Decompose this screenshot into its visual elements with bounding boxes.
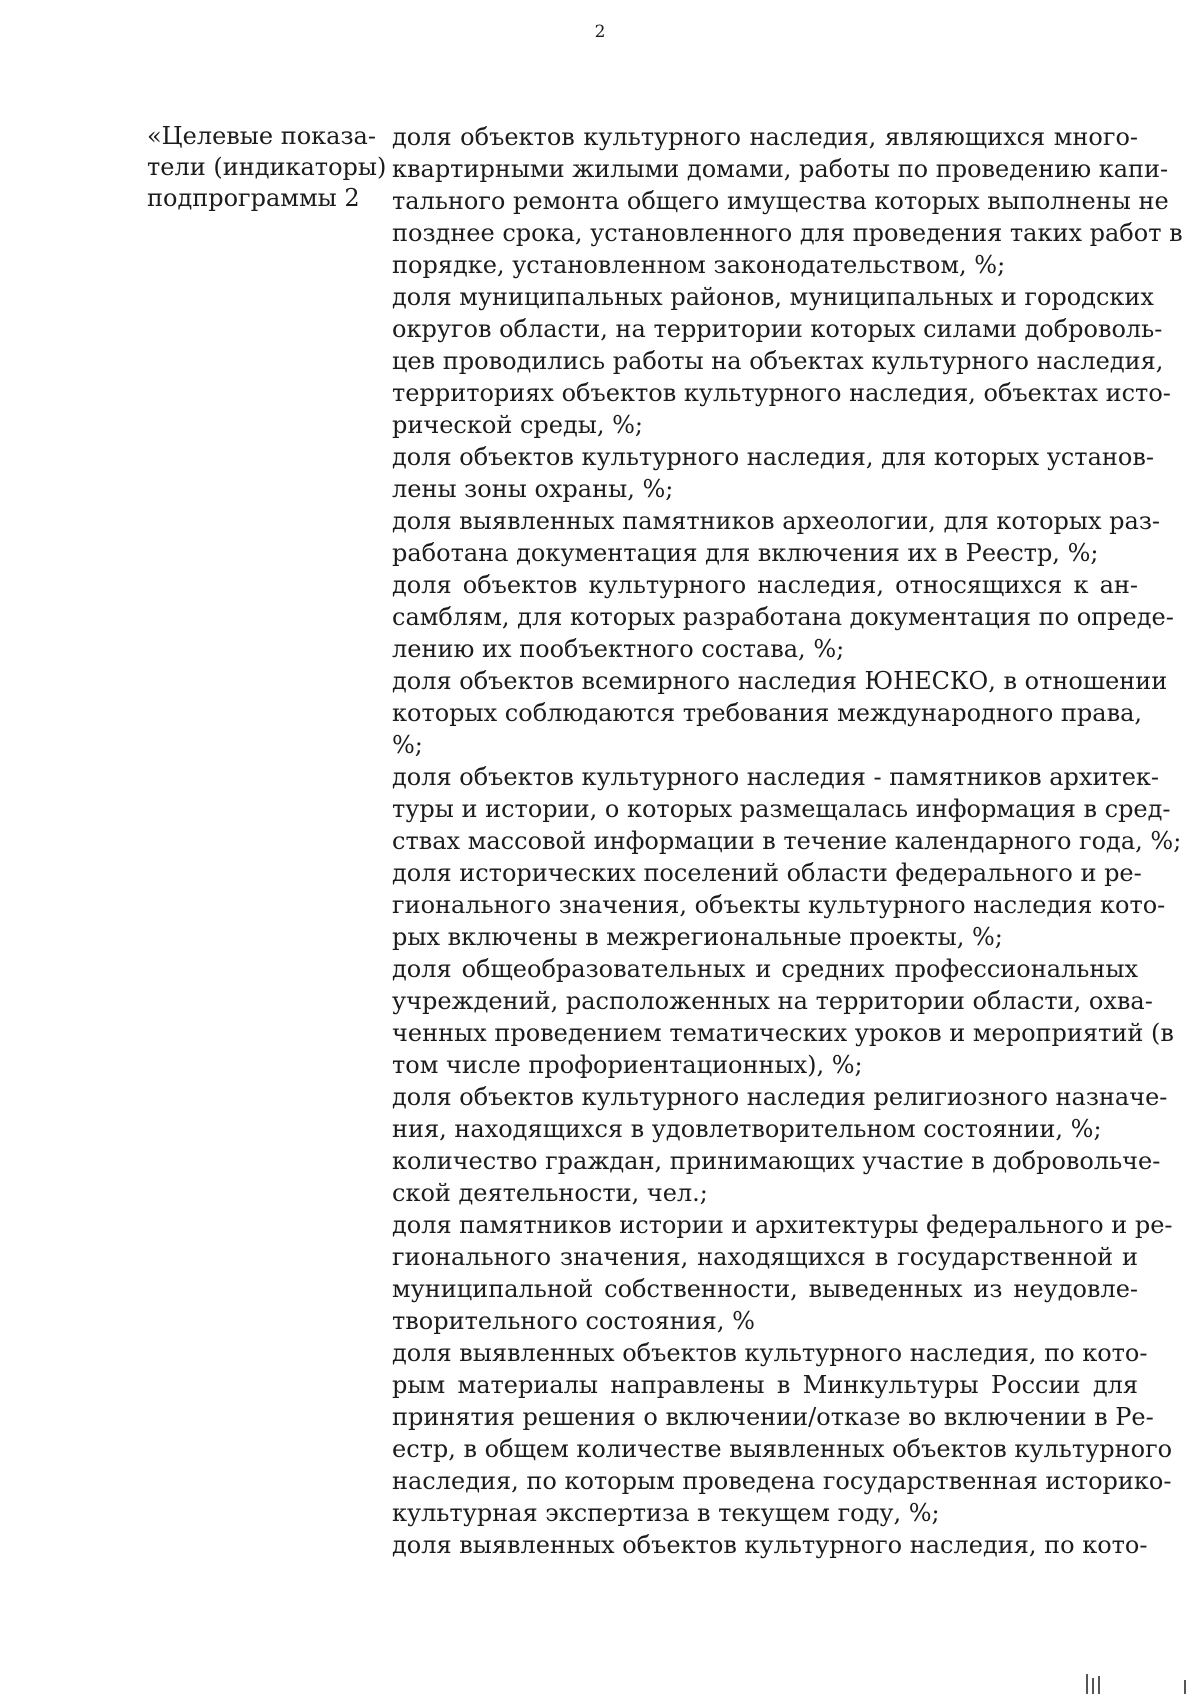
text-line: доля памятников истории и архитектуры федерального и ре-: [392, 1211, 1173, 1239]
text-line: доля объектов всемирного наследия ЮНЕСКО, в отношении: [392, 667, 1168, 695]
text-line: работана документация для включения их в Реестр, %;: [392, 539, 1099, 567]
text-line: наследия, по которым проведена государственная историко-: [392, 1467, 1172, 1495]
text-line: доля выявленных памятников археологии, для которых раз-: [392, 507, 1161, 535]
indicator-item: [392, 1081, 1168, 1145]
text-line: ченных проведением тематических уроков и мероприятий (в: [392, 1019, 1174, 1047]
text-line: том числе профориентационных), %;: [392, 1051, 863, 1079]
indicator-item: [392, 665, 1168, 761]
text-line: территориях объектов культурного наследия, объектах исто-: [392, 379, 1171, 407]
text-line: доля муниципальных районов, муниципальных и городских: [392, 283, 1154, 311]
page-number: 2: [594, 22, 606, 42]
indicator-item: [392, 761, 1182, 857]
text-line: количество граждан, принимающих участие в добровольче-: [392, 1147, 1161, 1175]
indicator-item: [392, 441, 1154, 505]
text-line: рической среды, %;: [392, 411, 643, 439]
text-line: ствах массовой информации в течение календарного года, %;: [392, 827, 1182, 855]
text-line: ния, находящихся в удовлетворительном состоянии, %;: [392, 1115, 1102, 1143]
label-line: подпрограммы 2: [147, 184, 360, 212]
text-line: муниципальной собственности, выведенных из неудовле-: [392, 1275, 1138, 1303]
text-line: лению их пообъектного состава, %;: [392, 635, 845, 663]
indicator-item: [392, 857, 1166, 953]
text-line: туры и истории, о которых размещалась информация в сред-: [392, 795, 1171, 823]
text-line: тального ремонта общего имущества которых выполнены не: [392, 187, 1169, 215]
indicator-item: [392, 281, 1171, 441]
text-line: доля выявленных объектов культурного наследия, по кото-: [392, 1339, 1148, 1367]
text-line: цев проводились работы на объектах культурного наследия,: [392, 347, 1164, 375]
scan-mark: [1184, 1680, 1186, 1694]
text-line: доля объектов культурного наследия, для которых установ-: [392, 443, 1154, 471]
text-line: учреждений, расположенных на территории области, охва-: [392, 987, 1153, 1015]
text-line: принятия решения о включении/отказе во включении в Ре-: [392, 1403, 1154, 1431]
text-line: доля объектов культурного наследия - памятников архитек-: [392, 763, 1160, 791]
label-line: «Целевые показа-: [147, 122, 376, 150]
text-line: рым материалы направлены в Минкультуры России для: [392, 1371, 1138, 1399]
indicator-item: [392, 505, 1161, 569]
text-line: лены зоны охраны, %;: [392, 475, 674, 503]
text-line: позднее срока, установленного для проведения таких работ в: [392, 219, 1183, 247]
label-line: тели (индикаторы): [147, 153, 387, 181]
indicator-item: [392, 1145, 1161, 1209]
text-line: которых соблюдаются требования международного права,: [392, 699, 1143, 727]
text-line: доля общеобразовательных и средних профессиональных: [392, 955, 1138, 983]
text-line: культурная экспертиза в текущем году, %;: [392, 1499, 940, 1527]
text-line: %;: [392, 731, 423, 759]
text-line: доля исторических поселений области федерального и ре-: [392, 859, 1142, 887]
indicator-item: [392, 121, 1183, 281]
indicator-item: [392, 1337, 1173, 1529]
scan-mark: [1092, 1678, 1094, 1694]
text-line: гионального значения, объекты культурного наследия кото-: [392, 891, 1166, 919]
text-line: естр, в общем количестве выявленных объектов культурного: [392, 1435, 1173, 1463]
text-line: порядке, установленном законодательством, %;: [392, 251, 1006, 279]
scan-mark: [1098, 1676, 1100, 1694]
text-line: округов области, на территории которых силами доброволь-: [392, 315, 1163, 343]
text-line: самблям, для которых разработана документация по опреде-: [392, 603, 1174, 631]
text-line: творительного состояния, %: [392, 1307, 755, 1335]
indicator-item: [392, 1209, 1173, 1337]
text-line: доля объектов культурного наследия, являющихся много-: [392, 123, 1138, 151]
text-line: доля объектов культурного наследия, относящихся к ан-: [392, 571, 1138, 599]
indicator-item: [392, 953, 1174, 1081]
text-line: квартирными жилыми домами, работы по проведению капи-: [392, 155, 1169, 183]
indicator-item: [392, 1529, 1148, 1561]
text-line: рых включены в межрегиональные проекты, %;: [392, 923, 1003, 951]
indicators-list: [392, 121, 1183, 1561]
indicator-item: [392, 569, 1174, 665]
text-line: ской деятельности, чел.;: [392, 1179, 708, 1207]
indicators-label: [147, 121, 387, 214]
scan-mark: [1086, 1674, 1088, 1694]
text-line: гионального значения, находящихся в государственной и: [392, 1243, 1138, 1271]
text-line: доля выявленных объектов культурного наследия, по кото-: [392, 1531, 1148, 1559]
text-line: доля объектов культурного наследия религиозного назначе-: [392, 1083, 1168, 1111]
